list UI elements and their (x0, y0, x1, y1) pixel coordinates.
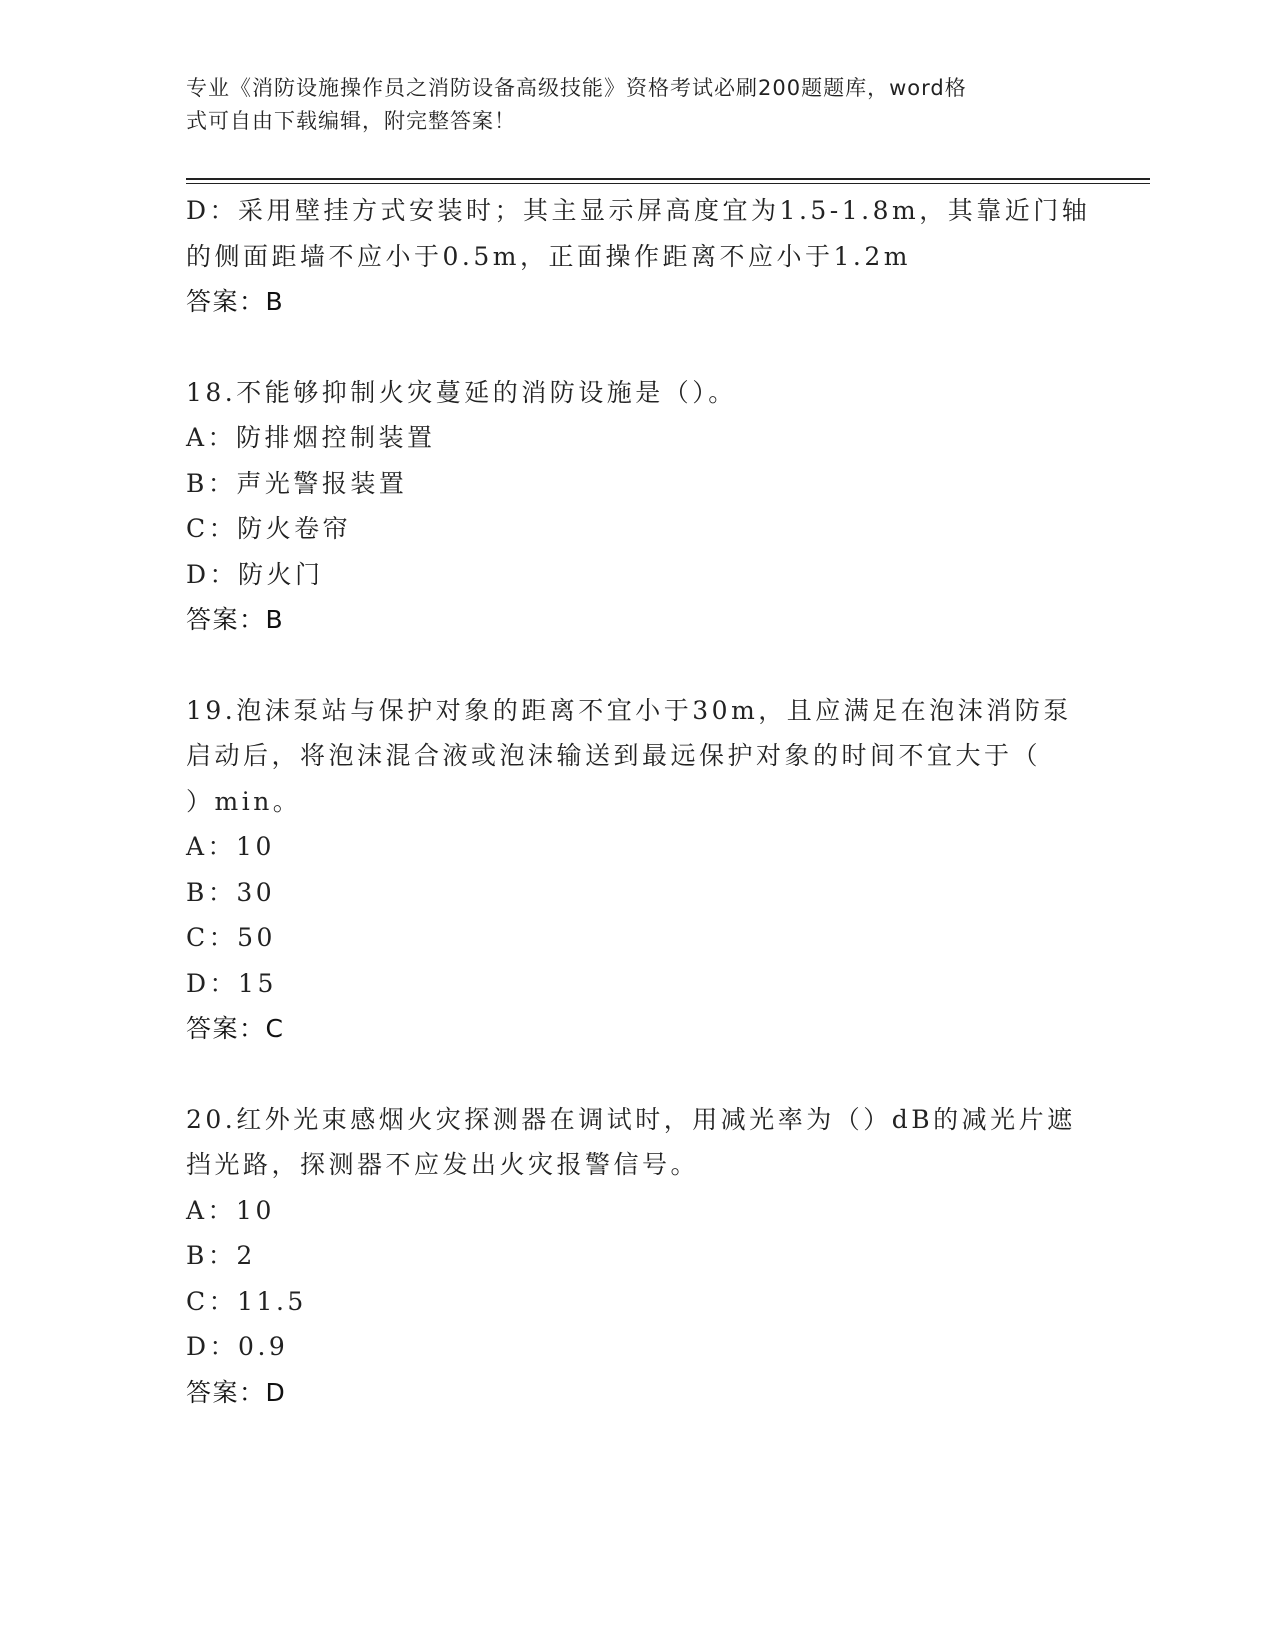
q17-option-d-line-1: D：采用壁挂方式安装时；其主显示屏高度宜为1.5-1.8m，其靠近门轴 (186, 196, 1091, 225)
q19-stem-line-3: ）min。 (186, 786, 302, 816)
question-list (186, 188, 1106, 1415)
header-title-line-1: 专业《消防设施操作员之消防设备高级技能》资格考试必刷200题题库，word格 (186, 76, 967, 100)
question-19 (186, 688, 1106, 1052)
q20-option-a: A：10 (186, 1195, 275, 1225)
q19-stem-line-2: 启动后，将泡沫混合液或泡沫输送到最远保护对象的时间不宜大于（ (186, 741, 1042, 770)
q20-stem-line-2: 挡光路，探测器不应发出火灾报警信号。 (186, 1150, 700, 1179)
q19-option-b: B：30 (186, 877, 276, 907)
spacer (186, 325, 1106, 370)
q18-option-d: D：防火门 (186, 559, 324, 589)
q18-stem: 18.不能够抑制火灾蔓延的消防设施是（）。 (186, 377, 737, 407)
q19-stem-line-1: 19.泡沫泵站与保护对象的距离不宜小于30m，且应满足在泡沫消防泵 (186, 695, 1072, 725)
spacer (186, 1052, 1106, 1097)
q20-option-d: D：0.9 (186, 1332, 289, 1361)
q19-option-d: D：15 (186, 968, 277, 998)
question-20 (186, 1097, 1106, 1416)
q18-option-a: A：防排烟控制装置 (186, 423, 436, 452)
q20-stem-line-1: 20.红外光束感烟火灾探测器在调试时，用减光率为（）dB的减光片遮 (186, 1104, 1076, 1134)
header-title-line-2: 式可自由下载编辑，附完整答案！ (186, 109, 516, 133)
question-18 (186, 370, 1106, 643)
q20-option-b: B：2 (186, 1241, 256, 1270)
q17-option-d-line-2: 的侧面距墙不应小于0.5m，正面操作距离不应小于1.2m (186, 241, 911, 271)
document-header (186, 72, 1066, 138)
q18-answer: 答案：B (186, 605, 285, 634)
q19-option-c: C：50 (186, 923, 276, 952)
header-divider-thick (186, 178, 1150, 180)
spacer (186, 643, 1106, 688)
q20-option-c: C：11.5 (186, 1286, 307, 1316)
header-divider-thin (186, 183, 1150, 184)
q20-answer: 答案：D (186, 1377, 287, 1407)
q17-answer: 答案：B (186, 287, 285, 316)
q19-answer: 答案：C (186, 1014, 285, 1043)
question-17-tail (186, 188, 1106, 325)
q18-option-c: C：防火卷帘 (186, 514, 352, 543)
q19-option-a: A：10 (186, 832, 275, 861)
q18-option-b: B：声光警报装置 (186, 468, 408, 498)
